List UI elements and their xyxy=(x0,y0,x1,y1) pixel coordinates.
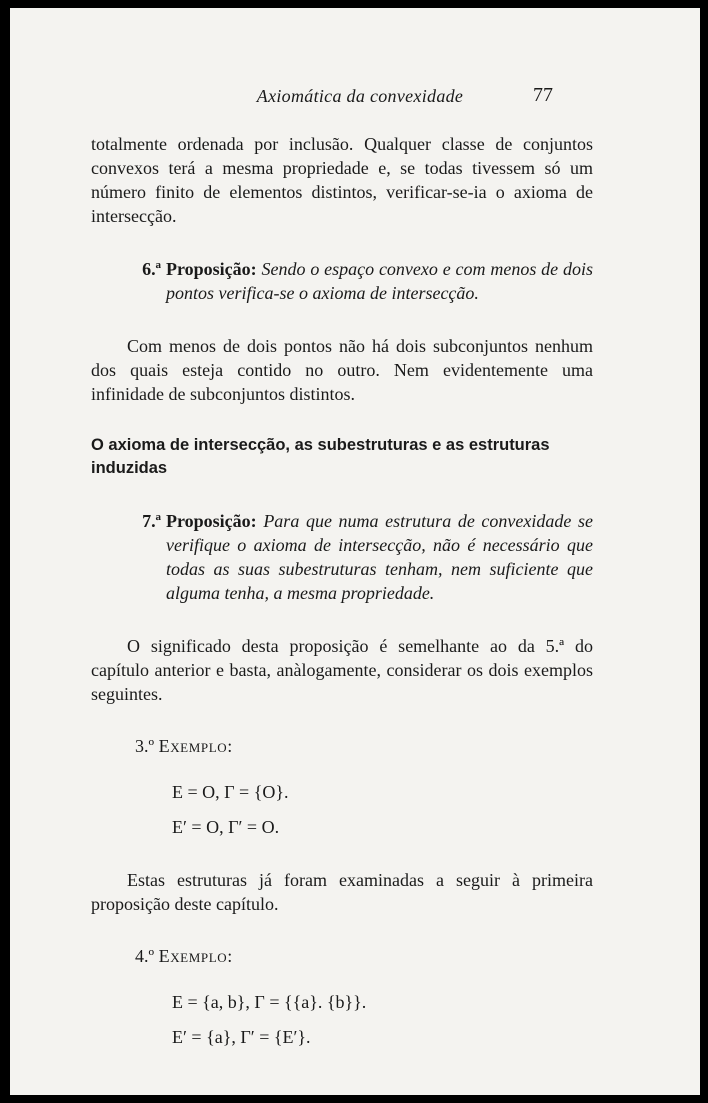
proposition-number: 7.ª xyxy=(142,511,161,531)
running-header-title: Axiomática da convexidade xyxy=(256,86,464,106)
example-4-heading xyxy=(91,944,593,968)
paragraph-structures: Estas estruturas já foram examinadas a seguir à primeira proposição deste capítulo. xyxy=(91,870,593,914)
page-body xyxy=(91,132,593,1049)
proposition-text xyxy=(166,509,593,605)
paragraph-continuation: totalmente ordenada por inclusão. Qualquer classe de conjuntos convexos terá a mesma propriedade e, se todas tivessem só um número finito de elementos distintos, verificar-se-ia o axioma de intersecção. xyxy=(91,134,593,226)
proposition-label: Proposição: xyxy=(166,259,257,279)
page-number: 77 xyxy=(533,84,553,106)
proposition-text xyxy=(166,257,593,305)
example-4-formula-1: E = {a, b}, Γ = {{a}. {b}}. xyxy=(172,992,367,1012)
section-heading: O axioma de intersecção, as subestruturas e as estruturas induzidas xyxy=(91,436,550,477)
example-number: 3.º xyxy=(135,736,155,756)
paragraph-meaning: O significado desta proposição é semelhante ao da 5.ª do capítulo anterior e basta, anàlogamente, considerar os dois exemplos seguintes. xyxy=(91,636,593,704)
proposition-6 xyxy=(91,257,593,305)
proposition-7 xyxy=(91,509,593,605)
example-label: Exemplo: xyxy=(158,736,233,756)
proposition-statement: Para que numa estrutura de convexidade se verifique o axioma de intersecção, não é necessário que todas as suas subestruturas tenham, nem suficiente que alguma tenha, a mesma propriedade. xyxy=(166,511,594,603)
example-3-formula-2: E′ = O, Γ′ = O. xyxy=(172,817,280,837)
example-label: Exemplo: xyxy=(158,946,233,966)
proposition-label: Proposição: xyxy=(166,511,257,531)
proposition-statement: Sendo o espaço convexo e com menos de dois pontos verifica-se o axioma de intersecção. xyxy=(166,259,593,303)
proposition-number: 6.ª xyxy=(142,259,161,279)
example-3-formula-1: E = O, Γ = {O}. xyxy=(172,782,289,802)
example-3-heading xyxy=(91,734,593,758)
example-4-formula-2: E′ = {a}, Γ′ = {E′}. xyxy=(172,1027,311,1047)
example-number: 4.º xyxy=(135,946,155,966)
paragraph-proof-6: Com menos de dois pontos não há dois subconjuntos nenhum dos quais esteja contido no outro. Nem evidentemente uma infinidade de subconjuntos distintos. xyxy=(91,336,593,404)
book-page xyxy=(10,8,700,1095)
